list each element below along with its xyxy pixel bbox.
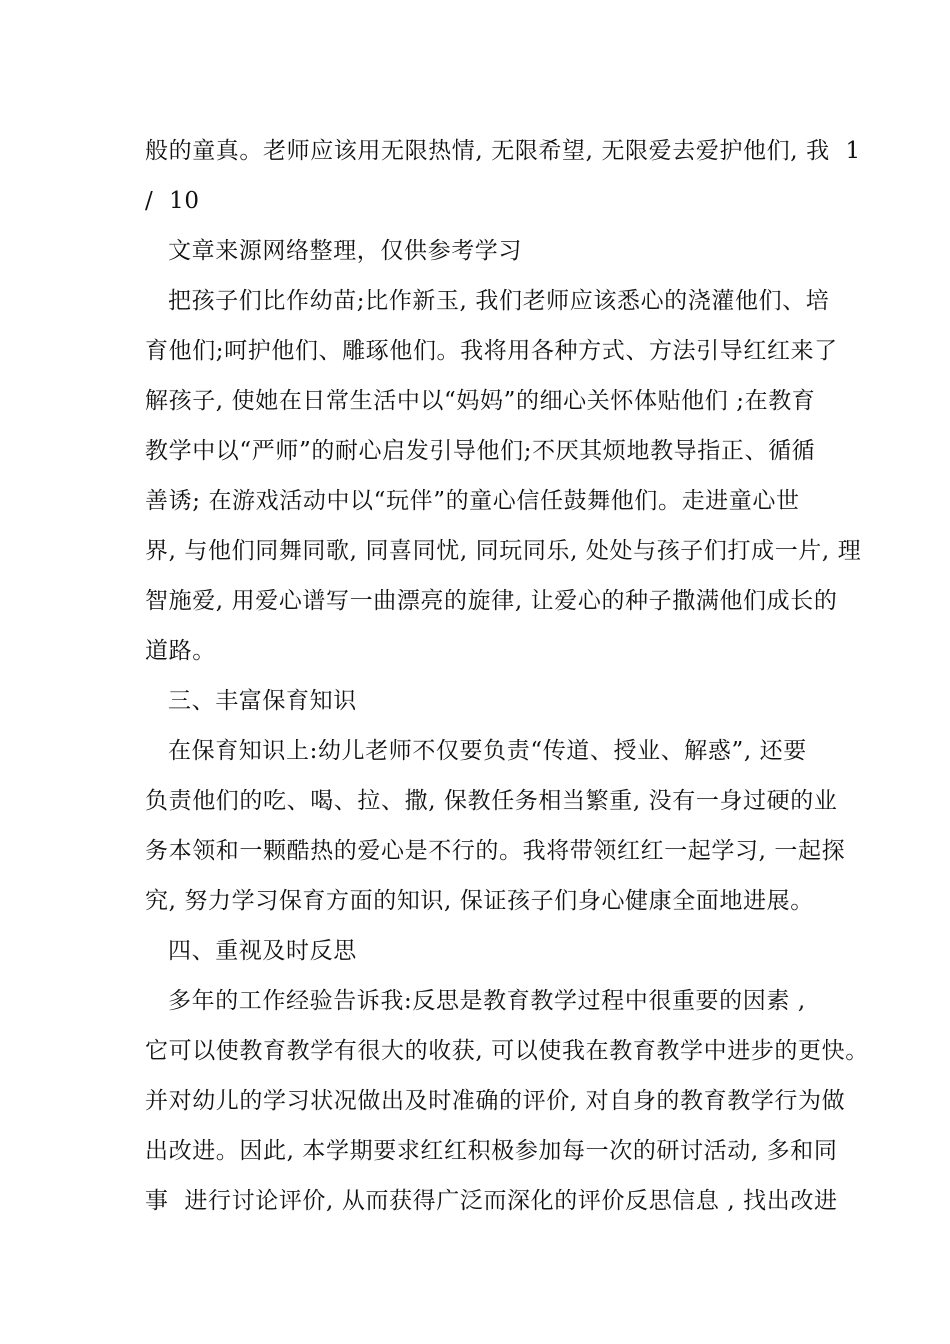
text-line: 出改进。因此, 本学期要求红红积极参加每一次的研讨活动, 多和同 <box>145 1138 838 1164</box>
text-line: 负责他们的吃、喝、拉、撒, 保教任务相当繁重, 没有一身过硬的业 <box>145 788 838 814</box>
page-number: / 10 <box>145 188 200 214</box>
text-line: 务本领和一颗酷热的爱心是不行的。我将带领红红一起学习, 一起探 <box>145 838 846 864</box>
text-line: 善诱; 在游戏活动中以“玩伴”的童心信任鼓舞他们。走进童心世 <box>145 488 800 514</box>
text-line: 把孩子们比作幼苗;比作新玉, 我们老师应该悉心的浇灌他们、培 <box>168 288 830 314</box>
text-line: 育他们;呵护他们、雕琢他们。我将用各种方式、方法引导红红来了 <box>145 338 838 364</box>
text-line: 智施爱, 用爱心谱写一曲漂亮的旋律, 让爱心的种子撒满他们成长的 <box>145 588 838 614</box>
text-line: 究, 努力学习保育方面的知识, 保证孩子们身心健康全面地进展。 <box>145 888 814 914</box>
text-line: 并对幼儿的学习状况做出及时准确的评价, 对自身的教育教学行为做 <box>145 1088 846 1114</box>
source-note: 文章来源网络整理，仅供参考学习 <box>168 238 522 264</box>
text-line: 般的童真。老师应该用无限热情, 无限希望, 无限爱去爱护他们, 我 1 <box>145 138 861 164</box>
text-line: 在保育知识上:幼儿老师不仅要负责“传道、授业、解惑”, 还要 <box>168 738 807 764</box>
text-line: 事 进行讨论评价, 从而获得广泛而深化的评价反思信息 , 找出改进 <box>145 1188 838 1214</box>
text-line: 教学中以“严师”的耐心启发引导他们;不厌其烦地教导指正、循循 <box>145 438 816 464</box>
text-line: 多年的工作经验告诉我:反思是教育教学过程中很重要的因素 , <box>168 988 806 1014</box>
text-line: 它可以使教育教学有很大的收获, 可以使我在教育教学中进步的更快。 <box>145 1038 869 1064</box>
section-heading: 三、丰富保育知识 <box>168 688 357 714</box>
text-line: 道路。 <box>145 638 216 664</box>
text-line: 解孩子, 使她在日常生活中以“妈妈”的细心关怀体贴他们 ;在教育 <box>145 388 816 414</box>
text-line: 界, 与他们同舞同歌, 同喜同忧, 同玩同乐, 处处与孩子们打成一片, 理 <box>145 538 862 564</box>
section-heading: 四、重视及时反思 <box>168 938 357 964</box>
